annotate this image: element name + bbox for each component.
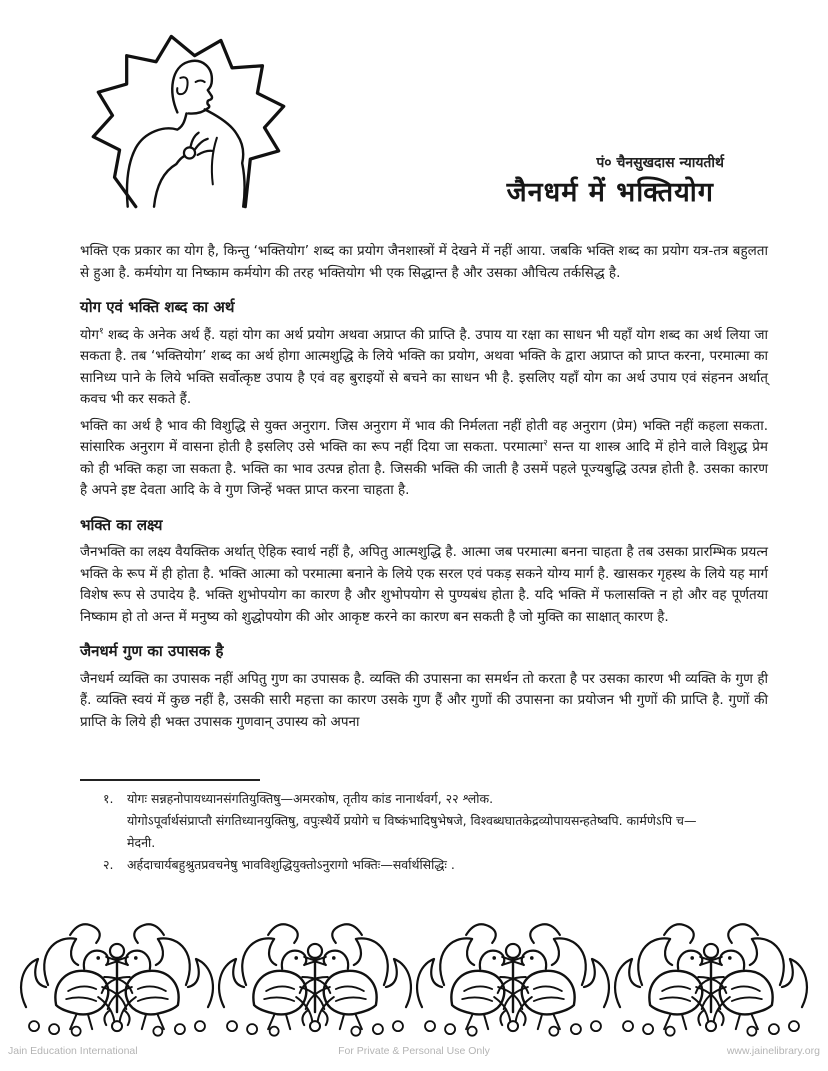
section-heading-bhakti-lakshya: भक्ति का लक्ष्य (80, 515, 163, 534)
footnote-2-line-1: अर्हदाचार्यबहुश्रुतप्रवचनेषु भावविशुद्धियुक्तोऽनुरागो भक्तिः—सर्वार्थसिद्धिः . (127, 857, 455, 872)
section-heading-yoga-arth: योग एवं भक्ति शब्द का अर्थ (80, 298, 235, 316)
author-line: पं० चैनसुखदास न्यायतीर्थ (596, 155, 724, 171)
peacock-scroll-frieze-border (18, 903, 810, 1041)
footnote-1-line-1: योगः सन्नहनोपायध्यानसंगतियुक्तिषु—अमरकोष, तृतीय कांड नानार्थवर्ग, २२ श्लोक. (127, 791, 494, 806)
footnote-1-line-2: योगोऽपूर्वार्थसंप्राप्तौ संगतिध्यानयुक्तिषु, वपुःस्थैर्ये प्रयोगे च विष्कंभादिषुभेषजे, विश्वब्धघातकेद्रव्योपायसन्हतेष्वपि. कार्मणेऽपि च— (127, 813, 697, 828)
footnote-1-marker: १. (103, 791, 114, 806)
footer-publisher: Jain Education International (8, 1045, 138, 1057)
footnote-2-marker: २. (103, 857, 114, 872)
paragraph-yoga-2 (80, 416, 768, 502)
footnote-1 (103, 788, 768, 854)
body-text (80, 241, 768, 738)
footnote-separator-rule (80, 779, 260, 781)
paragraph-guna: जैनधर्म व्यक्ति का उपासक नहीं अपितु गुण का उपासक है. व्यक्ति की उपासना का समर्थन तो करता है पर उसका कारण भी व्यक्ति के गुण ही हैं. व्यक्ति स्वयं में कुछ नहीं है, उसकी सारी महत्ता का कारण उसके गुण हैं और गुणों की उपासना का प्रयोजन भी गुणों की प्राप्ति है. गुणों की प्राप्ति के लिये ही भक्त उपासक गुणवान् उपास्य को अपना (80, 670, 768, 730)
paragraph-yoga-2-pre: भक्ति का अर्थ है भाव की विशुद्धि से युक्त अनुराग. जिस अनुराग में भाव की निर्मलता नहीं होती वह अनुराग (प्रेम) भक्ति नहीं कहला सकता. सांसारिक अनुराग में वासना होती है इसलिए उसे भक्ति का रूप नहीं दिया जा सकता. परमात्मा (80, 417, 768, 455)
footnote-ref-1: १ (98, 326, 104, 336)
footnote-1-line-3: मेदनी. (127, 835, 156, 850)
paragraph-yoga-1-pre: योग (80, 326, 99, 343)
footnote-1-body (127, 788, 768, 854)
page-title: जैनधर्म में भक्तियोग (506, 177, 714, 208)
footnotes (103, 788, 768, 876)
footnote-ref-2: २ (543, 438, 548, 449)
paragraph-yoga-1 (80, 325, 768, 411)
paragraph-lakshya: जैनभक्ति का लक्ष्य वैयक्तिक अर्थात् ऐहिक स्वार्थ नहीं है, अपितु आत्मशुद्धि है. आत्मा जब परमात्मा बनना चाहता है तब उसका प्रारम्भिक प्रयत्न भक्ति के रूप में ही होता है. भक्ति आत्मा को परमात्मा बनाने के लिये एक सरल एवं पकड़ सकने योग्य मार्ग है. खासकर गृहस्थ के लिये यह मार्ग विशेष रूप से उपादेय है. भक्ति शुभोपयोग का कारण है और शुभोपयोग से पुण्यबंध होता है. यदि भक्ति में फलासक्ति न हो और वह पूर्णतया निष्काम हो तो अन्त में मनुष्य को शुद्धोपयोग की ओर आकृष्ट करने का कारण बन सकती है जो मुक्ति का साक्षात् कारण है. (80, 544, 768, 625)
footnote-2 (103, 854, 768, 876)
footer-usage-note: For Private & Personal Use Only (338, 1045, 490, 1057)
section-heading-guna-upasak: जैनधर्म गुण का उपासक है (80, 642, 224, 660)
paragraph-yoga-1-post: शब्द के अनेक अर्थ हैं. यहां योग का अर्थ प्रयोग अथवा अप्राप्त की प्राप्ति है. उपाय या रक्षा का साधन भी यहाँ योग शब्द का अर्थ लिया जा सकता है. तब ‘भक्तियोग’ शब्द का अर्थ होगा आत्मशुद्धि के लिये भक्ति का प्रयोग, अथवा भक्ति के द्वारा अप्राप्त को प्राप्त करना, परमात्मा का सानिध्य पाने के लिये भक्ति सर्वोत्कृष्ट उपाय है एवं वह बुराइयों से बचने का साधन भी है. इसलिए यहाँ योग का अर्थ उपाय एवं संहनन अर्थात् कवच भी कर सकते हैं. (80, 326, 768, 407)
paragraph-yoga-2-post: सन्त या शास्त्र आदि में होने वाले विशुद्ध प्रेम को ही भक्ति कहा जा सकता है. भक्ति का भाव उत्पन्न होता है. जिसकी भक्ति की जाती है उसमें पहले पूज्यबुद्धि उत्पन्न होती है. उसका कारण है अपने इष्ट देवता आदि के वे गुण जिन्हें भक्त प्राप्त करना चाहता है. (80, 439, 768, 498)
footer-website: www.jainelibrary.org (726, 1045, 820, 1057)
intro-paragraph: भक्ति एक प्रकार का योग है, किन्तु ‘भक्तियोग’ शब्द का प्रयोग जैनशास्त्रों में देखने में नहीं आया. जबकि भक्ति शब्द का प्रयोग यत्र-तत्र बहुलता से हुआ है. कर्मयोग या निष्काम कर्मयोग की तरह भक्तियोग भी एक सिद्धान्त है और उसका औचित्य तर्कसिद्ध है. (80, 243, 768, 281)
footnote-2-body (127, 854, 768, 876)
meditating-monk-lotus-illustration (75, 20, 303, 218)
